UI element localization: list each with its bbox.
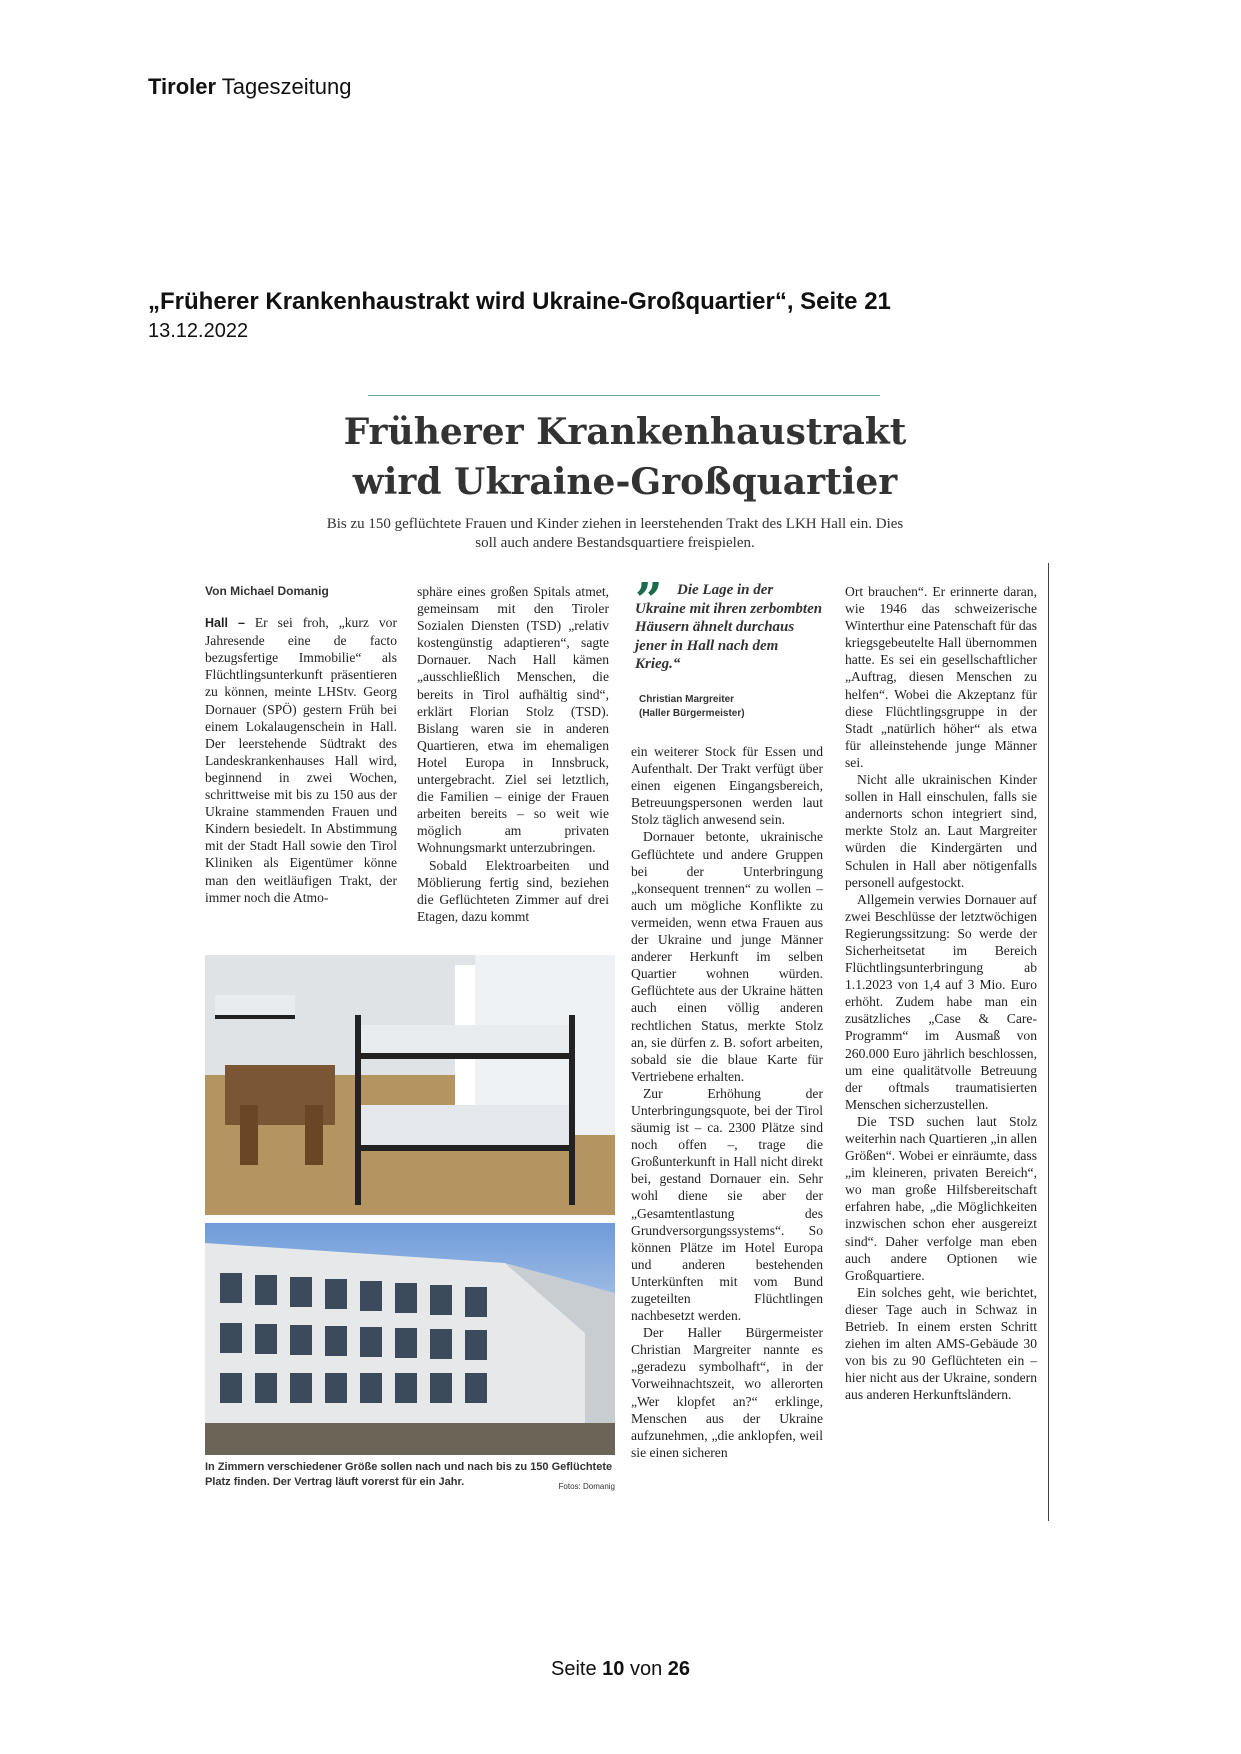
col4-paragraph-3: Allgemein verwies Dornauer auf zwei Beschlüsse der letztwöchigen Regierungssitzung: So werde der Sicherheitsetat im Bereich Flüchtlingsunterbringung ab 1.1.2023 von 1,4 auf 3 Mio. Euro erhöht. Zudem habe man ein zusätzliches „Case & Care-Programm“ im Ausmaß von 260.000 Euro jährlich beschlossen, um eine qualitätvolle Betreuung der oftmals traumatisierten Menschen sicherzustellen.	[845, 891, 1037, 1112]
col4-paragraph-2: Nicht alle ukrainischen Kinder sollen in Hall einschulen, falls sie andernorts schon integriert sind, merkte Stolz an. Laut Margreiter würden die Kindergärten und Schulen in Hall aber nötigenfalls personell aufgestockt.	[845, 772, 1037, 890]
article-headline	[195, 407, 1055, 507]
col3-paragraph-2: Dornauer betonte, ukrainische Geflüchtete und andere Gruppen bei der Unterbringung „konsequent trennen“ zu wollen – auch um mögliche Konflikte zu vermeiden, wenn etwa Frauen aus der Ukraine und junge Männer anderer Herkunft im selben Quartier wohnen würden. Geflüchtete aus der Ukraine hätten auch einen völlig anderen rechtlichen Status, merkte Stolz an, sie dürfen z. B. sofort arbeiten, sobald sie die blaue Karte für Vertriebene erhalten.	[631, 829, 823, 1084]
quote-author-name: Christian Margreiter	[639, 694, 735, 705]
col3-paragraph-3: Zur Erhöhung der Unterbringungsquote, bei der Tirol säumig ist – ca. 2300 Plätze sind noch offen –, trage die Großunterkunft in Hall nicht direkt bei, gestand Dornauer ein. Sehr wohl diene sie aber der „Gesamtentlastung des Grundversorgungssystems“. So können Plätze im Hotel Europa und anderen bestehenden Unterkünften mit vom Bund zugeteilten Flüchtlingen nachbesetzt werden.	[631, 1085, 823, 1324]
document-date: 13.12.2022	[148, 320, 249, 342]
document-title: „Früherer Krankenhaustrakt wird Ukraine-Großquartier“, Seite 21	[148, 288, 891, 315]
publication-name-rest: Tageszeitung	[216, 74, 352, 99]
caption-text: In Zimmern verschiedener Größe sollen nach und nach bis zu 150 Geflüchtete Platz finden. Der Vertrag läuft vorerst für ein Jahr.	[205, 1461, 613, 1488]
article-column-4	[845, 583, 1037, 1404]
column-rule	[1048, 563, 1049, 1521]
article-column-2	[417, 583, 609, 925]
footer-prefix: Seite	[550, 1658, 603, 1680]
col4-paragraph-4: Die TSD suchen laut Stolz weiterhin nach Quartieren „in allen Größen“. Wobei er einräumte, dass „im kleineren, privaten Bereich“, wo man große Hilfsbereitschaft erfahren habe, „die Möglichkeiten inzwischen schon eher ausgereizt sind“. Daher verfolge man eben auch andere Optionen wie Großquartiere.	[845, 1113, 1037, 1283]
newspaper-clipping	[195, 395, 1055, 1525]
footer-page-number: 10	[602, 1658, 625, 1680]
lead-paragraph	[205, 614, 397, 906]
col3-paragraph-4: Der Haller Bürgermeister Christian Margreiter nannte es „geradezu symbolhaft“, in der Vorweihnachtszeit, wo allerorten „Wer klopfet an?“ erklinge, Menschen aus der Ukraine aufzunehmen, „die anklopfen, weil sie einen sicheren	[631, 1325, 823, 1460]
photo-building	[205, 1223, 615, 1455]
col2-paragraph-2: Sobald Elektroarbeiten und Möblierung fertig sind, beziehen die Geflüchteten Zimmer auf drei Etagen, dazu kommt	[417, 857, 609, 924]
quote-text: Die Lage in der Ukraine mit ihren zerbombten Häusern ähnelt durchaus jener in Hall nach dem Krieg.“	[635, 582, 823, 672]
article-column-3	[631, 743, 823, 1461]
photo-bunk-beds-illustration	[205, 955, 615, 1215]
quote-mark-icon: ”	[635, 573, 663, 629]
photo-caption	[205, 1460, 615, 1494]
byline: Von Michael Domanig	[205, 584, 329, 598]
lead-place: Hall –	[205, 616, 245, 631]
article-column-1	[205, 583, 397, 906]
quote-author	[639, 693, 745, 721]
photo-bunk-beds	[205, 955, 615, 1215]
article-subhead: Bis zu 150 geflüchtete Frauen und Kinder ziehen in leerstehenden Trakt des LKH Hall ein. Dies soll auch andere Bestandsquartiere freispielen.	[326, 516, 904, 551]
publication-name	[148, 74, 351, 100]
lead-text: Er sei froh, „kurz vor Jahresende eine de facto bezugsfertige Immobilie“ als Flüchtlingsunterkunft präsentieren zu können, meinte LHStv. Georg Dornauer (SPÖ) gestern Früh bei einem Lokalaugenschein in Hall. Der leerstehende Südtrakt des Landeskrankenhauses Hall wird, beginnend in zwei Wochen, schrittweise mit bis zu 150 aus der Ukraine stammenden Frauen und Kindern besiedelt. In Abstimmung mit der Stadt Hall sowie den Tirol Kliniken als Eigentümer könne man den weitläufigen Trakt, der immer noch die Atmo-	[205, 615, 397, 905]
col4-paragraph-5: Ein solches geht, wie berichtet, dieser Tage auch in Schwaz in Betrieb. In einem ersten Schritt ziehen im alten AMS-Gebäude 30 von bis zu 90 Geflüchteten ein – hier nicht aus der Ukraine, sondern aus anderen Herkunftsländern.	[845, 1284, 1037, 1403]
publication-name-bold: Tiroler	[148, 74, 217, 99]
headline-line-2: wird Ukraine-Großquartier	[352, 461, 898, 503]
footer-middle: von	[624, 1658, 668, 1680]
photo-credit: Fotos: Domanig	[558, 1482, 615, 1491]
top-rule	[368, 395, 880, 396]
headline-line-1: Früherer Krankenhaustrakt	[343, 411, 907, 453]
col2-paragraph-1: sphäre eines großen Spitals atmet, gemeinsam mit den Tiroler Sozialen Diensten (TSD) „relativ kostengünstig adaptieren“, sagte Dornauer. Nach Hall kämen „ausschließlich Menschen, die bereits in Tirol aufhältig sind“, erklärt Florian Stolz (TSD). Bislang waren sie in anderen Quartieren, etwa im ehemaligen Hotel Europa in Innsbruck, untergebracht. Ziel sei letztlich, die Familien – einige der Frauen arbeiten bereits – so weit wie möglich am privaten Wohnungsmarkt unterzubringen.	[417, 584, 609, 856]
col3-paragraph-1: ein weiterer Stock für Essen und Aufenthalt. Der Trakt verfügt über einen eigenen Eingangsbereich, Betreuungspersonen werden laut Stolz täglich anwesend sein.	[631, 744, 823, 828]
col4-paragraph-1: Ort brauchen“. Er erinnerte daran, wie 1946 das schweizerische Winterthur eine Patenschaft für das kriegsgebeutelte Hall übernommen hatte. Es sei ein gesellschaftlicher „Auftrag, diesen Menschen zu helfen“. Wobei die Akzeptanz für diese Flüchtlingsgruppe in der Stadt „natürlich höher“ als etwa für alleinstehende junge Männer sei.	[845, 584, 1037, 770]
footer-page-total: 26	[667, 1658, 690, 1680]
photo-building-illustration	[205, 1223, 615, 1455]
quote-author-role: (Haller Bürgermeister)	[639, 708, 745, 719]
page-footer	[0, 1658, 1241, 1681]
